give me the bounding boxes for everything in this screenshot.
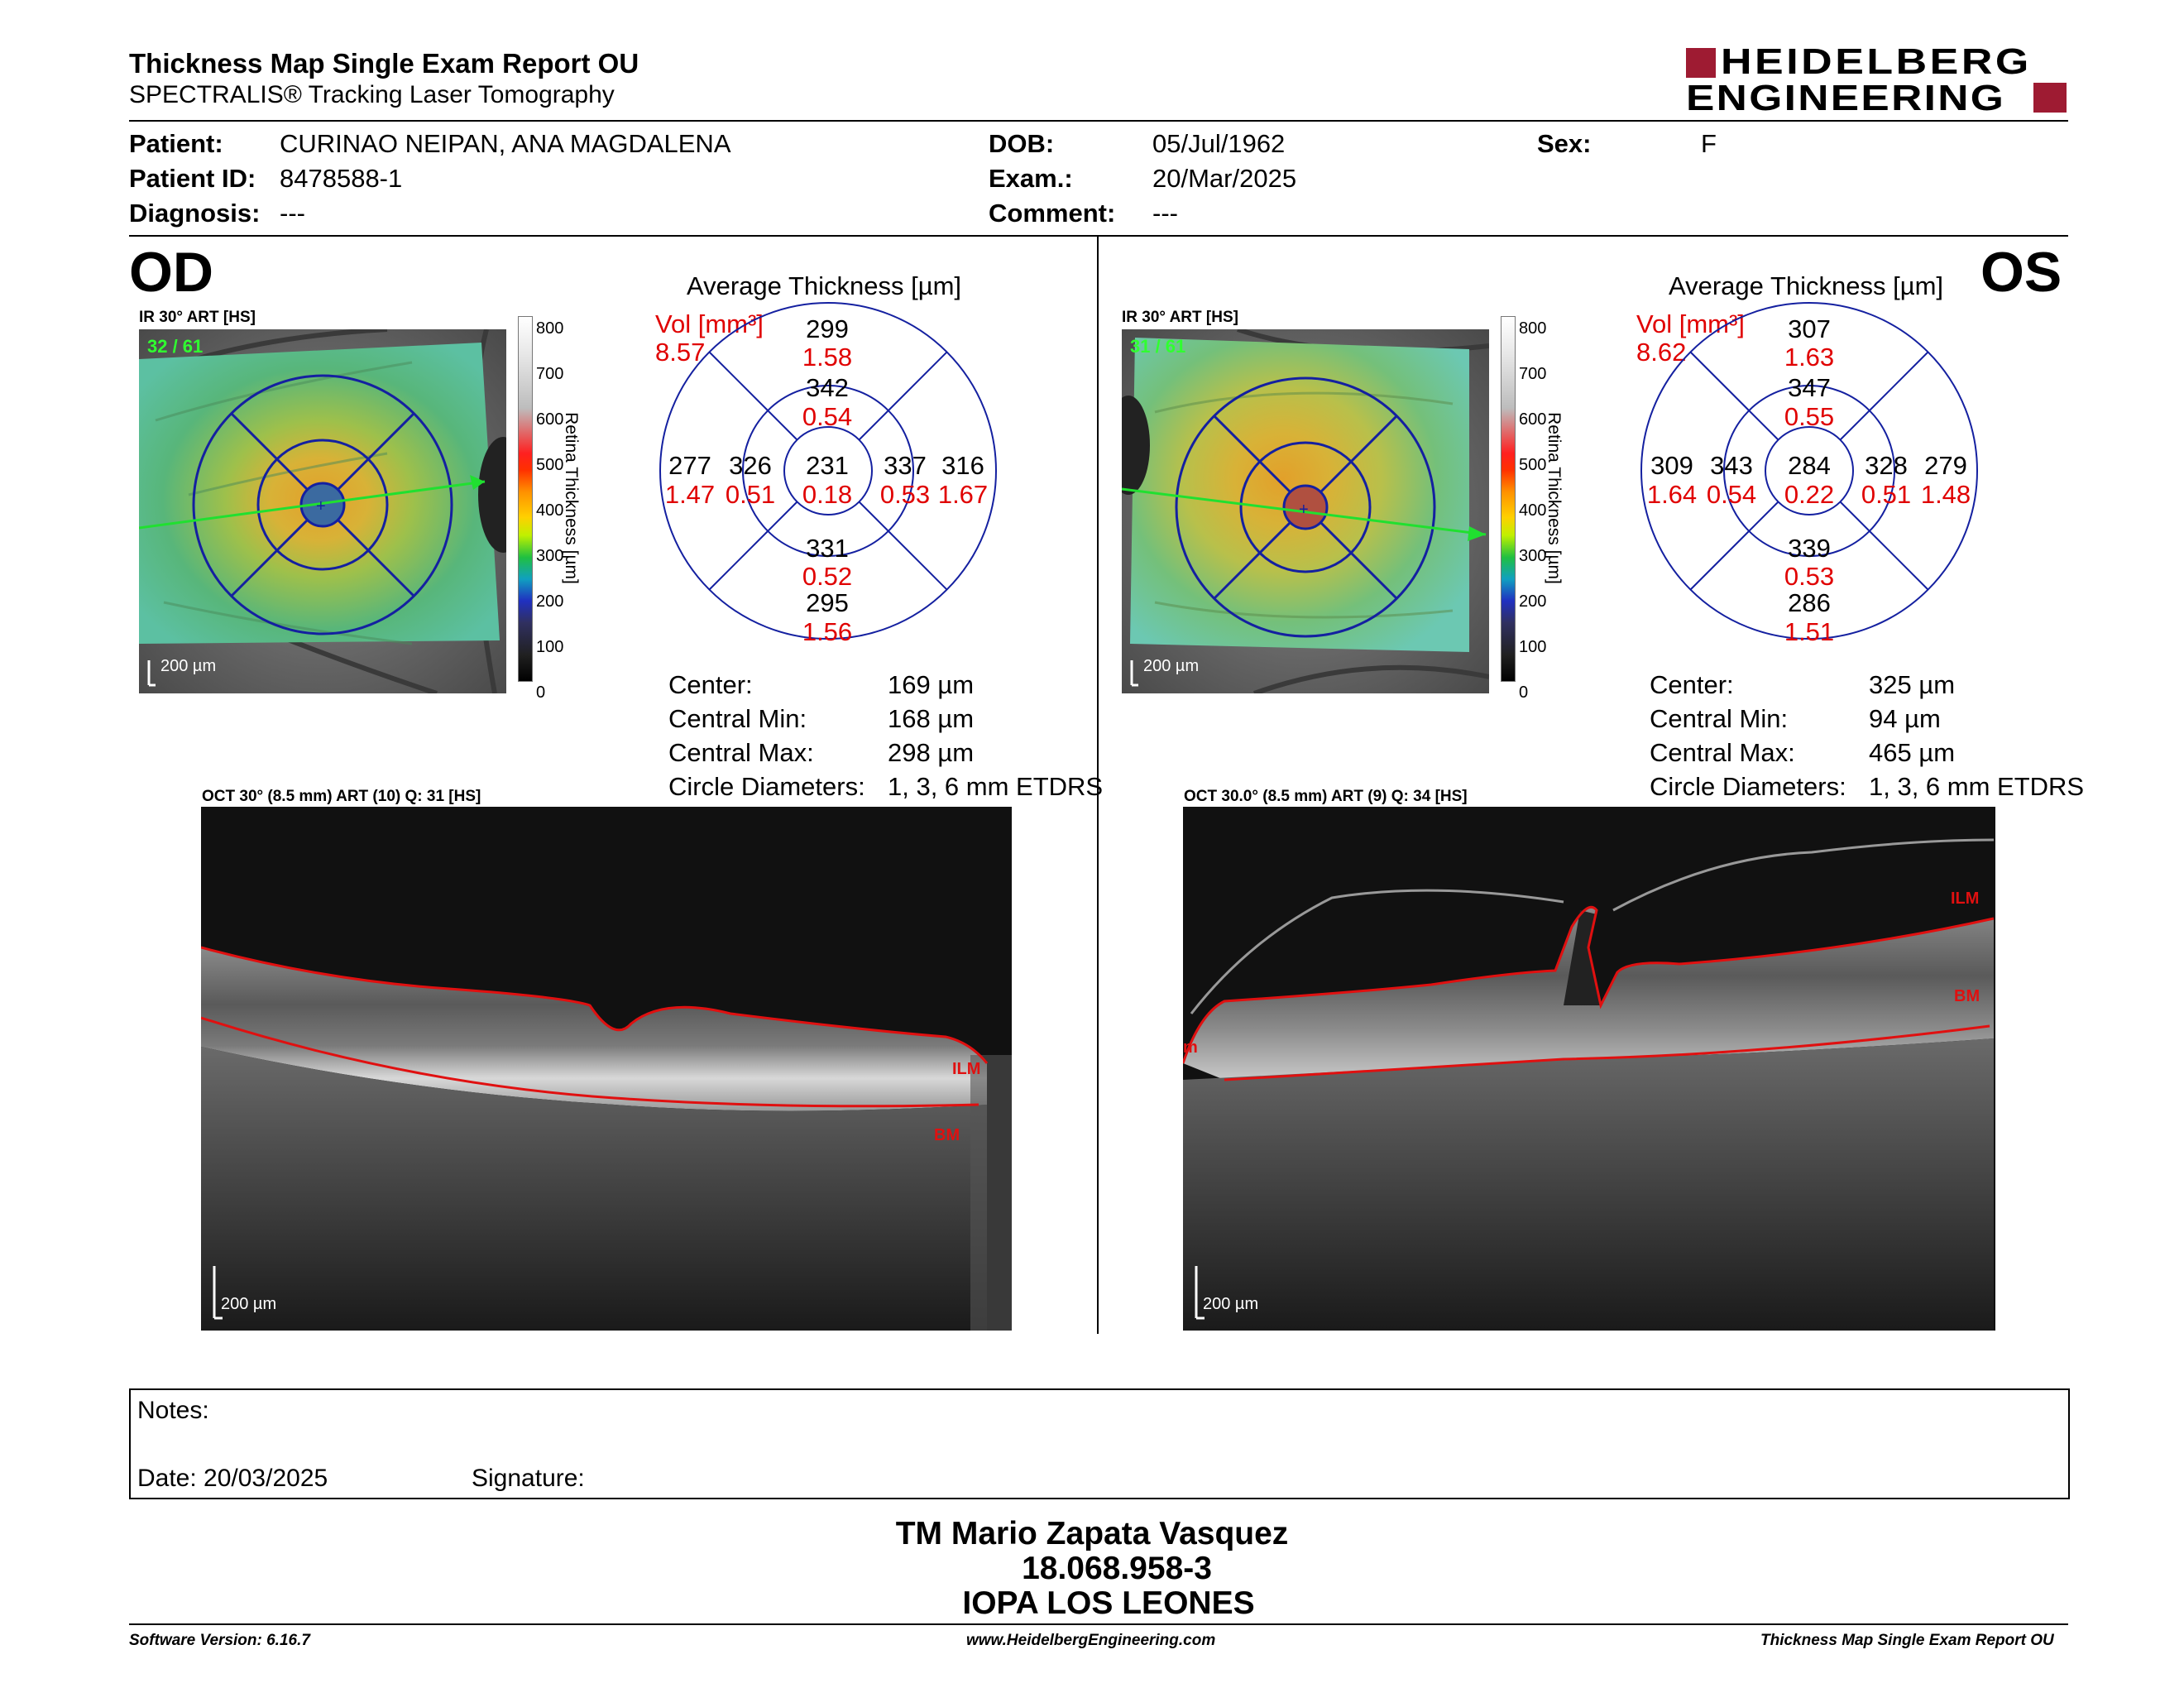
os-inner-right-thickness: 328 [1865, 451, 1908, 480]
od-oct-scale: 200 µm [221, 1295, 277, 1313]
signatory-rut: 18.068.958-3 [1022, 1551, 1212, 1586]
os-vol-value: 8.62 [1636, 338, 1687, 367]
signature-label: Signature: [472, 1465, 585, 1492]
od-tick: 700 [536, 365, 564, 383]
od-ir-fundus-image [139, 329, 506, 693]
od-outer-inf-volume: 1.56 [802, 617, 853, 646]
logo-square-top [1686, 48, 1716, 78]
diagnosis-label: Diagnosis: [129, 199, 261, 228]
od-outer-left-volume: 1.47 [664, 480, 716, 509]
notes-label: Notes: [137, 1397, 209, 1424]
svg-text:+: + [1299, 501, 1309, 519]
od-inner-sup-thickness: 342 [806, 373, 849, 402]
os-bm-label: BM [1954, 987, 1980, 1005]
patient-name: CURINAO NEIPAN, ANA MAGDALENA [280, 129, 731, 158]
signatory-name: TM Mario Zapata Vasquez [895, 1516, 1289, 1551]
od-center-volume: 0.18 [802, 480, 853, 509]
od-stat-label: Central Max: [668, 738, 814, 767]
os-tick: 800 [1519, 319, 1547, 338]
os-tick: 0 [1519, 683, 1529, 702]
os-colorbar-title: Retina Thickness [µm] [1545, 412, 1564, 584]
comment-value: --- [1152, 199, 1178, 228]
os-outer-inf-volume: 1.51 [1784, 617, 1835, 646]
logo-text-heidelberg: HEIDELBERG [1721, 41, 2032, 82]
od-inner-right-thickness: 337 [884, 451, 927, 480]
od-ir-scale: 200 µm [160, 657, 217, 675]
sex-label: Sex: [1537, 129, 1592, 158]
od-tick: 100 [536, 638, 564, 656]
od-stat-value: 169 µm [888, 670, 975, 699]
od-ilm-label: ILM [952, 1060, 981, 1078]
footer-divider [129, 1623, 2068, 1625]
os-inner-sup-volume: 0.55 [1784, 402, 1835, 431]
os-ilm-label: ILM [1951, 890, 1980, 908]
footer-software-version: Software Version: 6.16.7 [129, 1632, 310, 1649]
os-stat-value: 465 µm [1869, 738, 1956, 767]
os-tick: 300 [1519, 547, 1547, 565]
os-outer-left-thickness: 309 [1650, 451, 1693, 480]
od-eye-label: OD [129, 241, 213, 304]
os-stat-label: Central Max: [1650, 738, 1795, 767]
od-tick: 400 [536, 501, 564, 520]
od-tick: 300 [536, 547, 564, 565]
footer-report-name: Thickness Map Single Exam Report OU [1760, 1632, 2054, 1649]
od-outer-right-thickness: 316 [941, 451, 984, 480]
os-tick: 400 [1519, 501, 1547, 520]
svg-text:+: + [316, 497, 326, 516]
os-stat-label: Center: [1650, 670, 1734, 699]
os-inner-left-thickness: 343 [1710, 451, 1753, 480]
header-divider [129, 120, 2068, 122]
od-inner-inf-volume: 0.52 [802, 562, 853, 591]
od-inner-left-thickness: 326 [729, 451, 772, 480]
os-ir-count: 31 / 61 [1130, 336, 1186, 357]
os-ir-scale: 200 µm [1143, 657, 1200, 675]
od-avg-title: Average Thickness [µm] [687, 271, 962, 300]
od-vol-value: 8.57 [655, 338, 706, 367]
logo-square-bottom [2033, 83, 2067, 113]
report-title: Thickness Map Single Exam Report OU [129, 48, 639, 79]
os-eye-label: OS [1980, 241, 2062, 304]
od-colorbar-ticks [536, 306, 563, 716]
os-edge-label: m [1183, 1038, 1198, 1057]
od-outer-sup-thickness: 299 [806, 314, 849, 343]
sex-value: F [1701, 129, 1717, 158]
patient-id: 8478588-1 [280, 164, 403, 193]
os-inner-right-volume: 0.51 [1861, 480, 1912, 509]
os-stat-value: 1, 3, 6 mm ETDRS [1869, 772, 2085, 801]
od-stat-label: Center: [668, 670, 753, 699]
od-tick: 0 [536, 683, 546, 702]
od-outer-right-volume: 1.67 [937, 480, 989, 509]
os-outer-right-volume: 1.48 [1920, 480, 1971, 509]
od-tick: 600 [536, 410, 564, 429]
os-center-thickness: 284 [1788, 451, 1831, 480]
os-inner-inf-volume: 0.53 [1784, 562, 1835, 591]
os-outer-sup-thickness: 307 [1788, 314, 1831, 343]
patient-id-label: Patient ID: [129, 164, 256, 193]
od-inner-inf-thickness: 331 [806, 534, 849, 563]
comment-label: Comment: [989, 199, 1116, 228]
os-stat-value: 94 µm [1869, 704, 1941, 733]
patient-label: Patient: [129, 129, 223, 158]
heidelberg-logo [1686, 41, 2068, 118]
dob-value: 05/Jul/1962 [1152, 129, 1286, 158]
signatory-clinic: IOPA LOS LEONES [962, 1585, 1255, 1621]
os-oct-label: OCT 30.0° (8.5 mm) ART (9) Q: 34 [HS] [1184, 788, 1468, 805]
os-ir-label: IR 30° ART [HS] [1122, 309, 1238, 326]
os-stat-label: Circle Diameters: [1650, 772, 1846, 801]
os-stat-label: Central Min: [1650, 704, 1789, 733]
diagnosis-value: --- [280, 199, 305, 228]
od-outer-left-thickness: 277 [668, 451, 711, 480]
os-inner-inf-thickness: 339 [1788, 534, 1831, 563]
os-colorbar [1501, 316, 1516, 682]
logo-text-engineering: ENGINEERING [1686, 78, 2006, 118]
od-stat-value: 1, 3, 6 mm ETDRS [888, 772, 1104, 801]
os-outer-left-volume: 1.64 [1646, 480, 1698, 509]
os-tick: 600 [1519, 410, 1547, 429]
od-outer-inf-thickness: 295 [806, 588, 849, 617]
od-oct-bscan-image [201, 807, 1012, 1331]
od-stat-label: Circle Diameters: [668, 772, 865, 801]
od-stat-label: Central Min: [668, 704, 807, 733]
od-stat-value: 168 µm [888, 704, 975, 733]
report-subtitle: SPECTRALIS® Tracking Laser Tomography [129, 81, 615, 108]
od-inner-left-volume: 0.51 [725, 480, 776, 509]
od-bm-label: BM [934, 1126, 960, 1144]
os-colorbar-ticks [1519, 306, 1546, 716]
exam-value: 20/Mar/2025 [1152, 164, 1297, 193]
os-tick: 200 [1519, 592, 1547, 611]
os-avg-title: Average Thickness [µm] [1669, 271, 1944, 300]
od-outer-sup-volume: 1.58 [802, 343, 853, 372]
od-ir-count: 32 / 61 [147, 336, 204, 357]
os-tick: 100 [1519, 638, 1547, 656]
os-inner-left-volume: 0.54 [1706, 480, 1757, 509]
od-tick: 500 [536, 456, 564, 474]
os-tick: 700 [1519, 365, 1547, 383]
od-tick: 800 [536, 319, 564, 338]
os-vol-label: Vol [mm³] [1636, 309, 1745, 338]
os-center-volume: 0.22 [1784, 480, 1835, 509]
od-ir-label: IR 30° ART [HS] [139, 309, 256, 326]
patient-divider [129, 235, 2068, 237]
exam-label: Exam.: [989, 164, 1073, 193]
os-tick: 500 [1519, 456, 1547, 474]
od-colorbar-title: Retina Thickness [µm] [562, 412, 581, 584]
os-oct-scale: 200 µm [1203, 1295, 1259, 1313]
od-center-thickness: 231 [806, 451, 849, 480]
os-outer-right-thickness: 279 [1924, 451, 1967, 480]
os-outer-sup-volume: 1.63 [1784, 343, 1835, 372]
notes-box[interactable] [129, 1388, 2070, 1499]
od-tick: 200 [536, 592, 564, 611]
os-stat-value: 325 µm [1869, 670, 1956, 699]
footer-website-link[interactable]: www.HeidelbergEngineering.com [966, 1632, 1216, 1649]
od-inner-sup-volume: 0.54 [802, 402, 853, 431]
od-oct-label: OCT 30° (8.5 mm) ART (10) Q: 31 [HS] [202, 788, 481, 805]
od-vol-label: Vol [mm³] [655, 309, 764, 338]
os-ir-fundus-image [1122, 329, 1489, 693]
date-label: Date: 20/03/2025 [137, 1465, 328, 1492]
od-inner-right-volume: 0.53 [879, 480, 931, 509]
dob-label: DOB: [989, 129, 1055, 158]
os-inner-sup-thickness: 347 [1788, 373, 1831, 402]
od-stat-value: 298 µm [888, 738, 975, 767]
od-colorbar [518, 316, 533, 682]
os-oct-bscan-image [1183, 807, 1995, 1331]
os-outer-inf-thickness: 286 [1788, 588, 1831, 617]
